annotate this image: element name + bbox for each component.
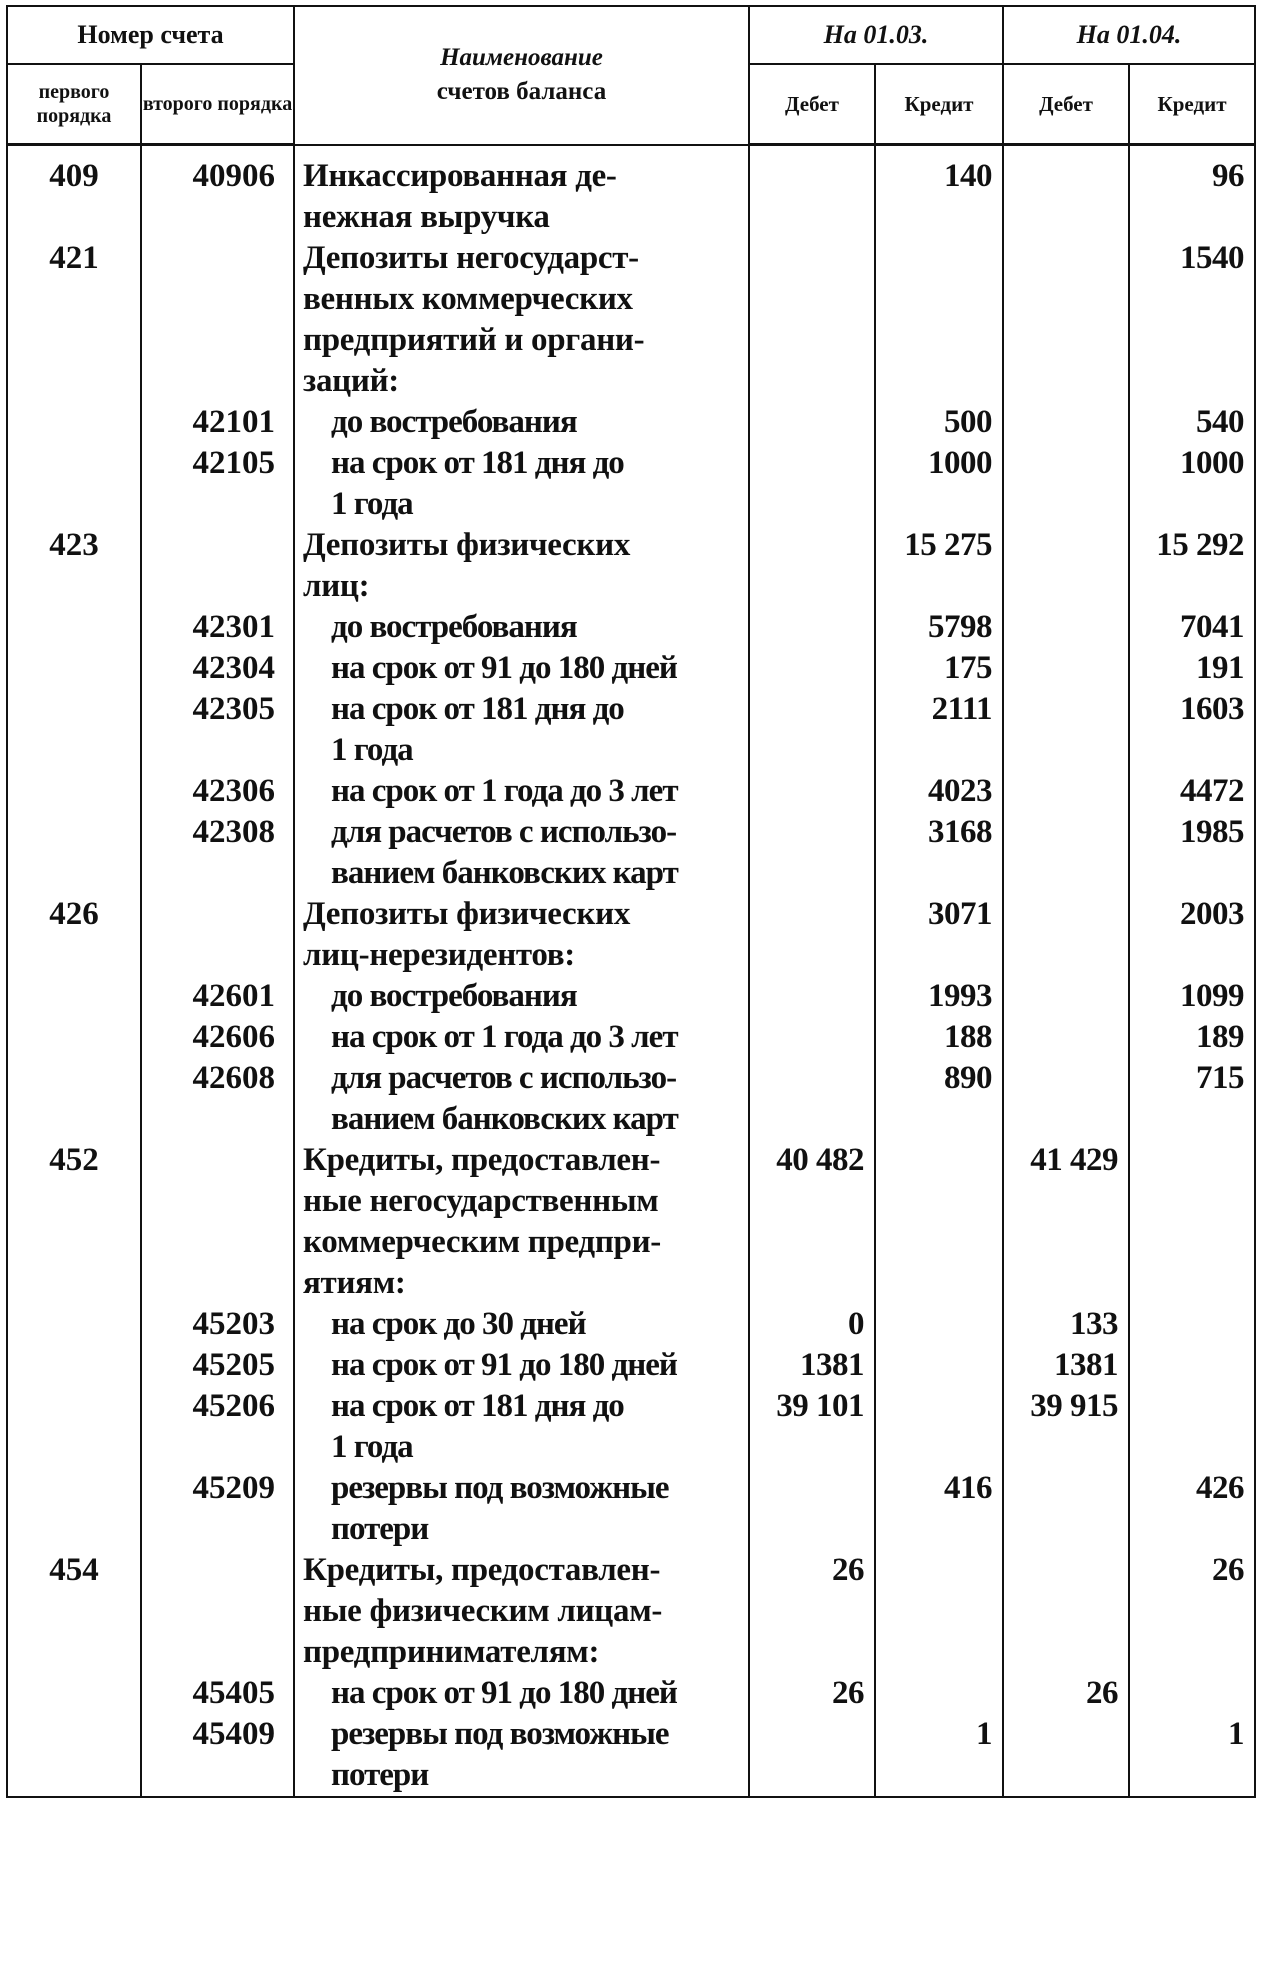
second-order-account-cell: 45209 (141, 1468, 294, 1550)
second-order-account-cell: 42606 (141, 1017, 294, 1058)
first-order-account-cell (7, 402, 141, 443)
credit-0104-cell: 4472 (1129, 771, 1255, 812)
account-name-cell: Депозиты физических лиц: (294, 525, 749, 607)
first-order-account-cell (7, 812, 141, 894)
second-order-account-cell (141, 1140, 294, 1304)
debit-0104-cell (1003, 1550, 1129, 1673)
account-name-header-line1: Наименование (440, 44, 603, 72)
account-name-cell: Кредиты, предоставлен- ные негосударственным коммерческим предпри- ятиям: (294, 1140, 749, 1304)
debit-0104-cell: 1381 (1003, 1345, 1129, 1386)
first-order-account-cell (7, 1673, 141, 1714)
second-order-account-cell (141, 238, 294, 402)
second-order-account-cell: 45405 (141, 1673, 294, 1714)
credit-0103-cell (875, 1673, 1003, 1714)
account-name-cell: Кредиты, предоставлен- ные физическим лицам- предпринимателям: (294, 1550, 749, 1673)
credit-0104-cell (1129, 1140, 1255, 1304)
debit-0104-cell (1003, 443, 1129, 525)
account-name-cell: на срок от 1 года до 3 лет (294, 771, 749, 812)
debit-0104-cell: 26 (1003, 1673, 1129, 1714)
debit-0104-cell (1003, 812, 1129, 894)
account-name-cell: резервы под возможные потери (294, 1714, 749, 1797)
credit-0103-cell: 1 (875, 1714, 1003, 1797)
credit-0103-cell: 1993 (875, 976, 1003, 1017)
table-row (7, 812, 1255, 894)
debit-0104-cell (1003, 607, 1129, 648)
debit-0104-cell (1003, 145, 1129, 238)
account-name-cell: на срок от 181 дня до 1 года (294, 443, 749, 525)
credit2-header: Кредит (1129, 64, 1255, 145)
table-row (7, 976, 1255, 1017)
table-row (7, 771, 1255, 812)
debit-0103-cell (749, 238, 875, 402)
first-order-account-cell (7, 1058, 141, 1140)
debit-0103-cell: 26 (749, 1550, 875, 1673)
table-row (7, 1058, 1255, 1140)
table-header (7, 6, 1255, 145)
debit-0104-cell (1003, 976, 1129, 1017)
credit-0104-cell: 1985 (1129, 812, 1255, 894)
debit-0103-cell: 26 (749, 1673, 875, 1714)
debit-0104-cell (1003, 1017, 1129, 1058)
debit-0103-cell (749, 771, 875, 812)
table-row (7, 648, 1255, 689)
debit-0103-cell: 0 (749, 1304, 875, 1345)
credit-0103-cell: 500 (875, 402, 1003, 443)
credit1-header: Кредит (875, 64, 1003, 145)
credit-0103-cell (875, 1140, 1003, 1304)
table-row (7, 607, 1255, 648)
credit-0103-cell: 890 (875, 1058, 1003, 1140)
credit-0104-cell: 1603 (1129, 689, 1255, 771)
debit-0104-cell: 133 (1003, 1304, 1129, 1345)
debit-0103-cell (749, 607, 875, 648)
second-order-account-cell: 42601 (141, 976, 294, 1017)
second-order-account-cell (141, 894, 294, 976)
account-name-cell: на срок от 91 до 180 дней (294, 648, 749, 689)
debit-0103-cell: 1381 (749, 1345, 875, 1386)
account-name-header (294, 6, 749, 145)
first-order-account-cell (7, 607, 141, 648)
credit-0104-cell (1129, 1673, 1255, 1714)
first-order-account-cell (7, 1714, 141, 1797)
second-order-account-cell: 42608 (141, 1058, 294, 1140)
debit-0104-cell (1003, 689, 1129, 771)
credit-0103-cell: 1000 (875, 443, 1003, 525)
table-row (7, 1714, 1255, 1797)
table-row (7, 238, 1255, 402)
account-name-cell: Депозиты негосударст- венных коммерческих предприятий и органи- заций: (294, 238, 749, 402)
table-row (7, 1550, 1255, 1673)
credit-0104-cell: 540 (1129, 402, 1255, 443)
first-order-account-cell (7, 1386, 141, 1468)
table-row (7, 1017, 1255, 1058)
account-name-cell: на срок от 1 года до 3 лет (294, 1017, 749, 1058)
account-name-cell: до востребования (294, 607, 749, 648)
credit-0103-cell: 4023 (875, 771, 1003, 812)
debit-0104-cell: 39 915 (1003, 1386, 1129, 1468)
balance-sheet-table (6, 5, 1256, 1798)
first-order-header: первого порядка (7, 64, 141, 145)
debit-0103-cell (749, 443, 875, 525)
credit-0103-cell: 140 (875, 145, 1003, 238)
second-order-account-cell: 42306 (141, 771, 294, 812)
credit-0104-cell (1129, 1386, 1255, 1468)
table-body (7, 145, 1255, 1797)
table-row (7, 145, 1255, 238)
credit-0103-cell (875, 1304, 1003, 1345)
debit-0104-cell (1003, 648, 1129, 689)
first-order-account-cell: 421 (7, 238, 141, 402)
first-order-account-cell (7, 976, 141, 1017)
account-name-cell: Депозиты физических лиц-нерезидентов: (294, 894, 749, 976)
debit2-header: Дебет (1003, 64, 1129, 145)
debit-0103-cell: 39 101 (749, 1386, 875, 1468)
second-order-account-cell: 42304 (141, 648, 294, 689)
first-order-account-cell (7, 689, 141, 771)
credit-0104-cell: 26 (1129, 1550, 1255, 1673)
credit-0104-cell: 426 (1129, 1468, 1255, 1550)
date2-header: На 01.04. (1003, 6, 1255, 64)
credit-0104-cell: 191 (1129, 648, 1255, 689)
credit-0104-cell: 7041 (1129, 607, 1255, 648)
table-row (7, 402, 1255, 443)
debit-0104-cell: 41 429 (1003, 1140, 1129, 1304)
debit-0103-cell (749, 1058, 875, 1140)
debit-0104-cell (1003, 525, 1129, 607)
credit-0104-cell: 1 (1129, 1714, 1255, 1797)
credit-0103-cell: 188 (875, 1017, 1003, 1058)
credit-0104-cell: 715 (1129, 1058, 1255, 1140)
debit-0103-cell (749, 976, 875, 1017)
second-order-account-cell: 42301 (141, 607, 294, 648)
first-order-account-cell: 409 (7, 145, 141, 238)
second-order-account-cell: 42308 (141, 812, 294, 894)
credit-0104-cell: 1000 (1129, 443, 1255, 525)
account-name-cell: Инкассированная де- нежная выручка (294, 145, 749, 238)
credit-0104-cell: 1540 (1129, 238, 1255, 402)
credit-0104-cell: 1099 (1129, 976, 1255, 1017)
credit-0103-cell (875, 238, 1003, 402)
second-order-account-cell (141, 525, 294, 607)
account-name-cell: до востребования (294, 402, 749, 443)
debit-0103-cell (749, 648, 875, 689)
debit-0103-cell (749, 894, 875, 976)
first-order-account-cell (7, 1017, 141, 1058)
credit-0103-cell: 3168 (875, 812, 1003, 894)
table-row (7, 443, 1255, 525)
account-name-cell: для расчетов с использо- ванием банковских карт (294, 1058, 749, 1140)
first-order-account-cell (7, 1304, 141, 1345)
debit-0103-cell (749, 1017, 875, 1058)
account-name-cell: на срок от 91 до 180 дней (294, 1345, 749, 1386)
credit-0103-cell: 2111 (875, 689, 1003, 771)
second-order-account-cell: 40906 (141, 145, 294, 238)
credit-0103-cell (875, 1550, 1003, 1673)
account-name-header-line2: счетов баланса (436, 78, 607, 106)
credit-0103-cell: 416 (875, 1468, 1003, 1550)
debit-0103-cell (749, 525, 875, 607)
debit-0103-cell (749, 402, 875, 443)
credit-0104-cell: 189 (1129, 1017, 1255, 1058)
date1-header: На 01.03. (749, 6, 1003, 64)
first-order-account-cell: 452 (7, 1140, 141, 1304)
account-name-cell: на срок от 91 до 180 дней (294, 1673, 749, 1714)
second-order-account-cell: 42101 (141, 402, 294, 443)
credit-0104-cell (1129, 1345, 1255, 1386)
credit-0104-cell: 96 (1129, 145, 1255, 238)
account-name-cell: для расчетов с использо- ванием банковских карт (294, 812, 749, 894)
debit-0103-cell (749, 145, 875, 238)
credit-0103-cell (875, 1345, 1003, 1386)
account-name-cell: на срок до 30 дней (294, 1304, 749, 1345)
second-order-header: второго порядка (141, 64, 294, 145)
second-order-account-cell: 45206 (141, 1386, 294, 1468)
account-name-cell: на срок от 181 дня до 1 года (294, 1386, 749, 1468)
second-order-account-cell: 45205 (141, 1345, 294, 1386)
debit-0104-cell (1003, 402, 1129, 443)
debit-0103-cell (749, 1714, 875, 1797)
first-order-account-cell (7, 1345, 141, 1386)
debit-0103-cell (749, 1468, 875, 1550)
credit-0104-cell: 2003 (1129, 894, 1255, 976)
debit-0104-cell (1003, 1468, 1129, 1550)
credit-0103-cell (875, 1386, 1003, 1468)
credit-0103-cell: 15 275 (875, 525, 1003, 607)
table-row (7, 1304, 1255, 1345)
table-row (7, 1386, 1255, 1468)
account-name-cell: до востребования (294, 976, 749, 1017)
first-order-account-cell: 426 (7, 894, 141, 976)
table-row (7, 525, 1255, 607)
credit-0103-cell: 5798 (875, 607, 1003, 648)
debit-0103-cell (749, 689, 875, 771)
first-order-account-cell (7, 648, 141, 689)
second-order-account-cell: 42105 (141, 443, 294, 525)
table-row (7, 1140, 1255, 1304)
second-order-account-cell: 45203 (141, 1304, 294, 1345)
second-order-account-cell: 45409 (141, 1714, 294, 1797)
debit-0104-cell (1003, 894, 1129, 976)
first-order-account-cell: 423 (7, 525, 141, 607)
first-order-account-cell: 454 (7, 1550, 141, 1673)
table-row (7, 1468, 1255, 1550)
debit-0103-cell: 40 482 (749, 1140, 875, 1304)
account-number-header: Номер счета (7, 6, 294, 64)
debit1-header: Дебет (749, 64, 875, 145)
first-order-account-cell (7, 443, 141, 525)
table-row (7, 1345, 1255, 1386)
debit-0104-cell (1003, 771, 1129, 812)
debit-0103-cell (749, 812, 875, 894)
debit-0104-cell (1003, 238, 1129, 402)
debit-0104-cell (1003, 1058, 1129, 1140)
credit-0104-cell (1129, 1304, 1255, 1345)
credit-0104-cell: 15 292 (1129, 525, 1255, 607)
second-order-account-cell (141, 1550, 294, 1673)
debit-0104-cell (1003, 1714, 1129, 1797)
first-order-account-cell (7, 1468, 141, 1550)
second-order-account-cell: 42305 (141, 689, 294, 771)
credit-0103-cell: 3071 (875, 894, 1003, 976)
account-name-cell: резервы под возможные потери (294, 1468, 749, 1550)
first-order-account-cell (7, 771, 141, 812)
table-row (7, 1673, 1255, 1714)
table-row (7, 689, 1255, 771)
account-name-cell: на срок от 181 дня до 1 года (294, 689, 749, 771)
credit-0103-cell: 175 (875, 648, 1003, 689)
table-row (7, 894, 1255, 976)
